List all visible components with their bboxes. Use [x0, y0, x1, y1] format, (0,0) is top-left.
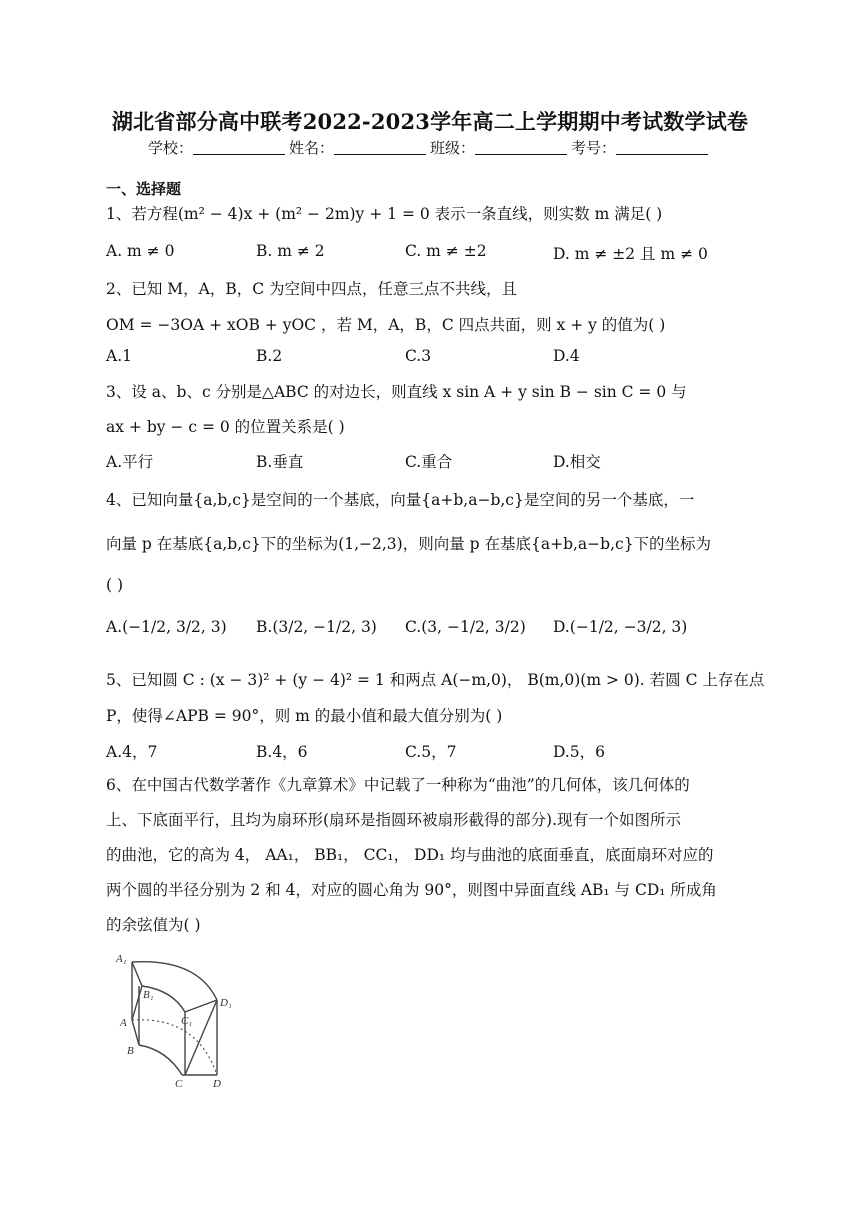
q4-option-a[interactable]: A.(−1/2, 3/2, 3): [106, 618, 227, 636]
exam-title: 湖北省部分高中联考2022-2023学年高二上学期期中考试数学试卷: [111, 109, 749, 134]
q4-stem-line1: 4、已知向量{a,b,c}是空间的一个基底，向量{a+b,a−b,c}是空间的另一个基底，一: [106, 491, 695, 509]
q4-option-b[interactable]: B.(3/2, −1/2, 3): [256, 618, 377, 636]
name-blank[interactable]: [334, 140, 426, 155]
q1-stem: 1、若方程(m² − 4)x + (m² − 2m)y + 1 = 0 表示一条直线，则实数 m 满足( ): [106, 205, 663, 223]
school-label: 学校：: [147, 139, 193, 157]
q4-stem-line3: ( ): [106, 576, 124, 594]
school-blank[interactable]: [193, 140, 285, 155]
q5-stem-line2: P，使得∠APB = 90°，则 m 的最小值和最大值分别为( ): [106, 707, 503, 725]
label-a1: A₁: [116, 953, 127, 965]
q4-option-c[interactable]: C.(3, −1/2, 3/2): [405, 618, 526, 636]
q5-option-d[interactable]: D.5，6: [553, 743, 606, 761]
bottom-outer-arc-hidden: [132, 1020, 217, 1075]
q3-stem-line2: ax + by − c = 0 的位置关系是( ): [106, 418, 345, 436]
q2-option-a[interactable]: A.1: [106, 347, 132, 365]
segment-ab1: [132, 986, 142, 1020]
q5-option-c[interactable]: C.5，7: [405, 743, 457, 761]
label-d1: D₁: [220, 997, 232, 1009]
q1-option-b[interactable]: B. m ≠ 2: [256, 242, 325, 260]
q5-option-a[interactable]: A.4，7: [106, 743, 158, 761]
q3-option-d[interactable]: D.相交: [553, 453, 601, 471]
q3-option-a[interactable]: A.平行: [106, 453, 154, 471]
q1-option-c[interactable]: C. m ≠ ±2: [405, 242, 487, 260]
q6-stem-line2: 上、下底面平行，且均为扇环形(扇环是指圆环被扇形截得的部分).现有一个如图所示: [106, 811, 682, 829]
class-label: 班级：: [430, 139, 476, 157]
label-b1: B₁: [143, 989, 154, 1001]
number-label: 考号：: [571, 139, 617, 157]
q2-option-c[interactable]: C.3: [405, 347, 432, 365]
class-blank[interactable]: [475, 140, 567, 155]
section-heading: 一、选择题: [106, 180, 182, 198]
q4-stem-line2: 向量 p 在基底{a,b,c}下的坐标为(1,−2,3)，则向量 p 在基底{a+b,a−b,c}下的坐标为: [106, 535, 712, 553]
q6-stem-line3: 的曲池，它的高为 4， AA₁， BB₁， CC₁， DD₁ 均与曲池的底面垂直，底面扇环对应的: [106, 846, 714, 864]
q1-option-d[interactable]: D. m ≠ ±2 且 m ≠ 0: [553, 245, 708, 263]
q5-stem-line1: 5、已知圆 C : (x − 3)² + (y − 4)² = 1 和两点 A(−m,0)， B(m,0)(m > 0). 若圆 C 上存在点: [106, 671, 765, 689]
q4-option-d[interactable]: D.(−1/2, −3/2, 3): [553, 618, 688, 636]
q1-option-a[interactable]: A. m ≠ 0: [106, 242, 175, 260]
label-c1: C₁: [181, 1015, 193, 1027]
q3-stem-line1: 3、设 a、b、c 分别是△ABC 的对边长，则直线 x sin A + y sin B − sin C = 0 与: [106, 383, 687, 401]
name-label: 姓名：: [288, 139, 334, 157]
student-info-line: [0, 137, 860, 158]
q2-stem-line1: 2、已知 M，A，B，C 为空间中四点，任意三点不共线，且: [106, 280, 518, 298]
edge-a1b1: [132, 962, 142, 986]
q3-option-c[interactable]: C.重合: [405, 453, 453, 471]
q2-option-b[interactable]: B.2: [256, 347, 283, 365]
bottom-inner-arc: [139, 1045, 182, 1075]
q2-option-d[interactable]: D.4: [553, 347, 580, 365]
label-a: A: [120, 1017, 127, 1029]
label-b: B: [127, 1045, 134, 1057]
edge-ab: [132, 1020, 139, 1045]
label-d: D: [213, 1078, 221, 1090]
q6-stem-line5: 的余弦值为( ): [106, 916, 201, 934]
segment-cd1: [185, 1000, 217, 1075]
q6-stem-line4: 两个圆的半径分别为 2 和 4，对应的圆心角为 90°，则图中异面直线 AB₁ 与 CD₁ 所成角: [106, 881, 717, 899]
number-blank[interactable]: [616, 140, 708, 155]
q6-stem-line1: 6、在中国古代数学著作《九章算术》中记载了一种称为“曲池”的几何体，该几何体的: [106, 776, 690, 794]
q5-option-b[interactable]: B.4，6: [256, 743, 308, 761]
label-c: C: [175, 1078, 183, 1090]
q2-stem-line2: OM = −3OA + xOB + yOC ，若 M，A，B，C 四点共面，则 x + y 的值为( ): [106, 316, 666, 334]
quchi-figure: [112, 950, 242, 1090]
q3-option-b[interactable]: B.垂直: [256, 453, 304, 471]
